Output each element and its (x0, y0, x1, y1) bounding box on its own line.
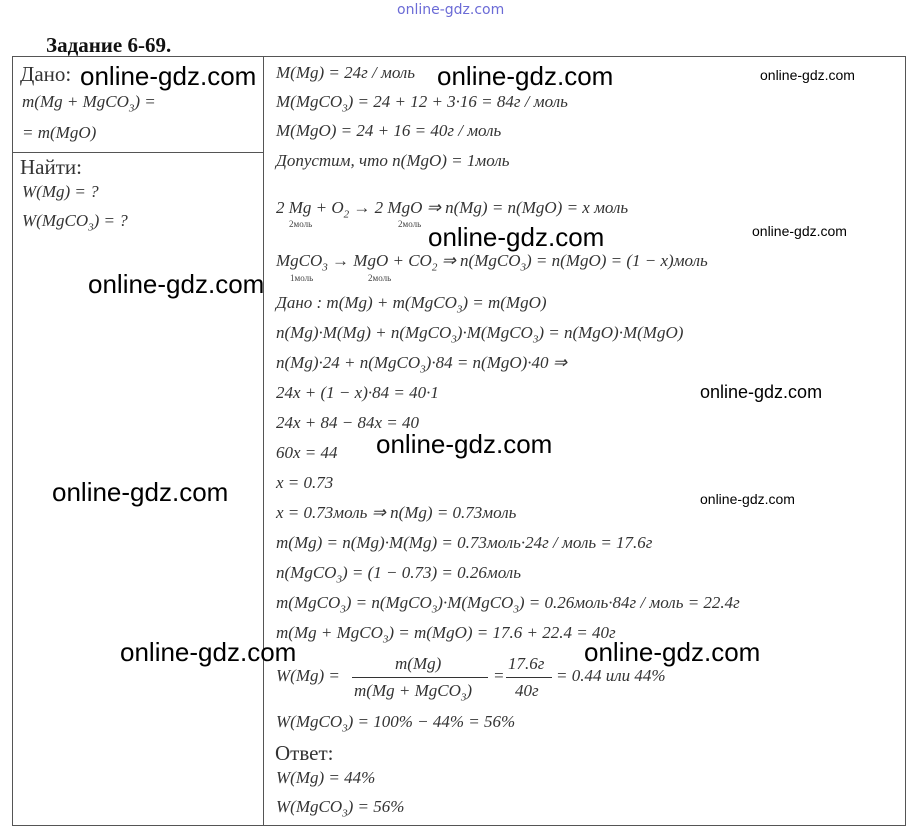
wmg-numerator-2: 17.6г (508, 654, 545, 673)
given-line-2: = m(MgO) (22, 123, 97, 142)
solution-line-4: Допустим, что n(MgO) = 1моль (276, 151, 510, 170)
solution-line-1: M(Mg) = 24г / моль (276, 63, 416, 82)
watermark-10: online-gdz.com (700, 491, 795, 507)
answer-line-1: W(Mg) = 44% (276, 768, 376, 787)
wmg-numerator-1: m(Mg) (395, 654, 442, 673)
watermark-12: online-gdz.com (584, 637, 761, 667)
stoich-under-mgo-2: 2моль (368, 273, 392, 283)
wmg-denominator-2: 40г (515, 681, 539, 700)
watermark-3: online-gdz.com (760, 67, 855, 83)
find-label: Найти: (20, 155, 82, 179)
solution-line-3: M(MgO) = 24 + 16 = 40г / моль (276, 121, 502, 140)
find-line-1: W(Mg) = ? (22, 182, 99, 201)
wmg-lhs: W(Mg) = (276, 666, 340, 685)
watermark-9: online-gdz.com (52, 477, 229, 507)
wmg-equals: = (493, 666, 505, 685)
given-line-1: m(Mg + MgCO$_3$) = (22, 92, 156, 115)
table-divider-horizontal (12, 152, 264, 153)
stoich-under-mg: 2моль (289, 219, 313, 229)
watermark-4: online-gdz.com (428, 222, 605, 252)
find-line-2: W(MgCO$_3$) = ? (22, 211, 128, 234)
solution-line-17: m(MgCO$_3$) = n(MgCO$_3$)·M(MgCO$_3$) = 0.26моль·84г / моль = 22.4г (276, 593, 740, 616)
solution-line-13: x = 0.73 (276, 473, 334, 492)
wmg-result: = 0.44 или 44% (556, 666, 666, 685)
solution-line-18: m(Mg + MgCO$_3$) = m(MgO) = 17.6 + 22.4 = 40г (276, 623, 616, 646)
wmg-fraction-bar-1 (352, 677, 488, 678)
solution-line-15: m(Mg) = n(Mg)·M(Mg) = 0.73моль·24г / моль = 17.6г (276, 533, 653, 552)
table-divider-vertical (263, 56, 264, 825)
solution-line-8: n(Mg)·M(Mg) + n(MgCO$_3$)·M(MgCO$_3$) = n(MgO)·M(MgO) (276, 323, 684, 346)
solution-line-12: 60x = 44 (276, 443, 338, 462)
answer-line-2: W(MgCO$_3$) = 56% (276, 797, 405, 820)
wmg-fraction-bar-2 (506, 677, 552, 678)
solution-line-9: n(Mg)·24 + n(MgCO$_3$)·84 = n(MgO)·40 ⇒ (276, 353, 568, 376)
site-watermark-top: online-gdz.com (397, 2, 505, 18)
watermark-1: online-gdz.com (80, 61, 257, 91)
solution-line-6: MgCO$_3$ → MgO + $CO_2$ ⇒ n(MgCO$_3$) = n(MgO) = (1 − x)моль (276, 251, 708, 274)
watermark-5: online-gdz.com (752, 223, 847, 239)
solution-line-7: Дано : m(Mg) + m(MgCO$_3$) = m(MgO) (276, 293, 547, 316)
watermark-7: online-gdz.com (700, 382, 823, 402)
stoich-under-mgco3: 1моль (290, 273, 314, 283)
wmg-denominator-1: m(Mg + MgCO$_3$) (354, 681, 473, 704)
watermark-2: online-gdz.com (437, 61, 614, 91)
solution-line-2: M(MgCO$_3$) = 24 + 12 + 3·16 = 84г / моль (276, 92, 568, 115)
watermark-8: online-gdz.com (376, 429, 553, 459)
solution-line-5: 2 $Mg + O_2 \to 2$ MgO ⇒ n(Mg) = n(MgO) = x моль (276, 198, 629, 221)
stoich-under-mgo: 2моль (398, 219, 422, 229)
task-title: Задание 6-69. (46, 33, 172, 57)
given-label: Дано: (20, 62, 72, 86)
watermark-11: online-gdz.com (120, 637, 297, 667)
solution-line-11: 24x + 84 − 84x = 40 (276, 413, 420, 432)
solution-line-10: 24x + (1 − x)·84 = 40·1 (276, 383, 439, 402)
watermark-6: online-gdz.com (88, 269, 265, 299)
solution-line-14: x = 0.73моль ⇒ n(Mg) = 0.73моль (276, 503, 517, 522)
wmgco3-line: W(MgCO$_3$) = 100% − 44% = 56% (276, 712, 516, 735)
solution-line-16: n(MgCO$_3$) = (1 − 0.73) = 0.26моль (276, 563, 521, 586)
answer-label: Ответ: (275, 741, 334, 765)
